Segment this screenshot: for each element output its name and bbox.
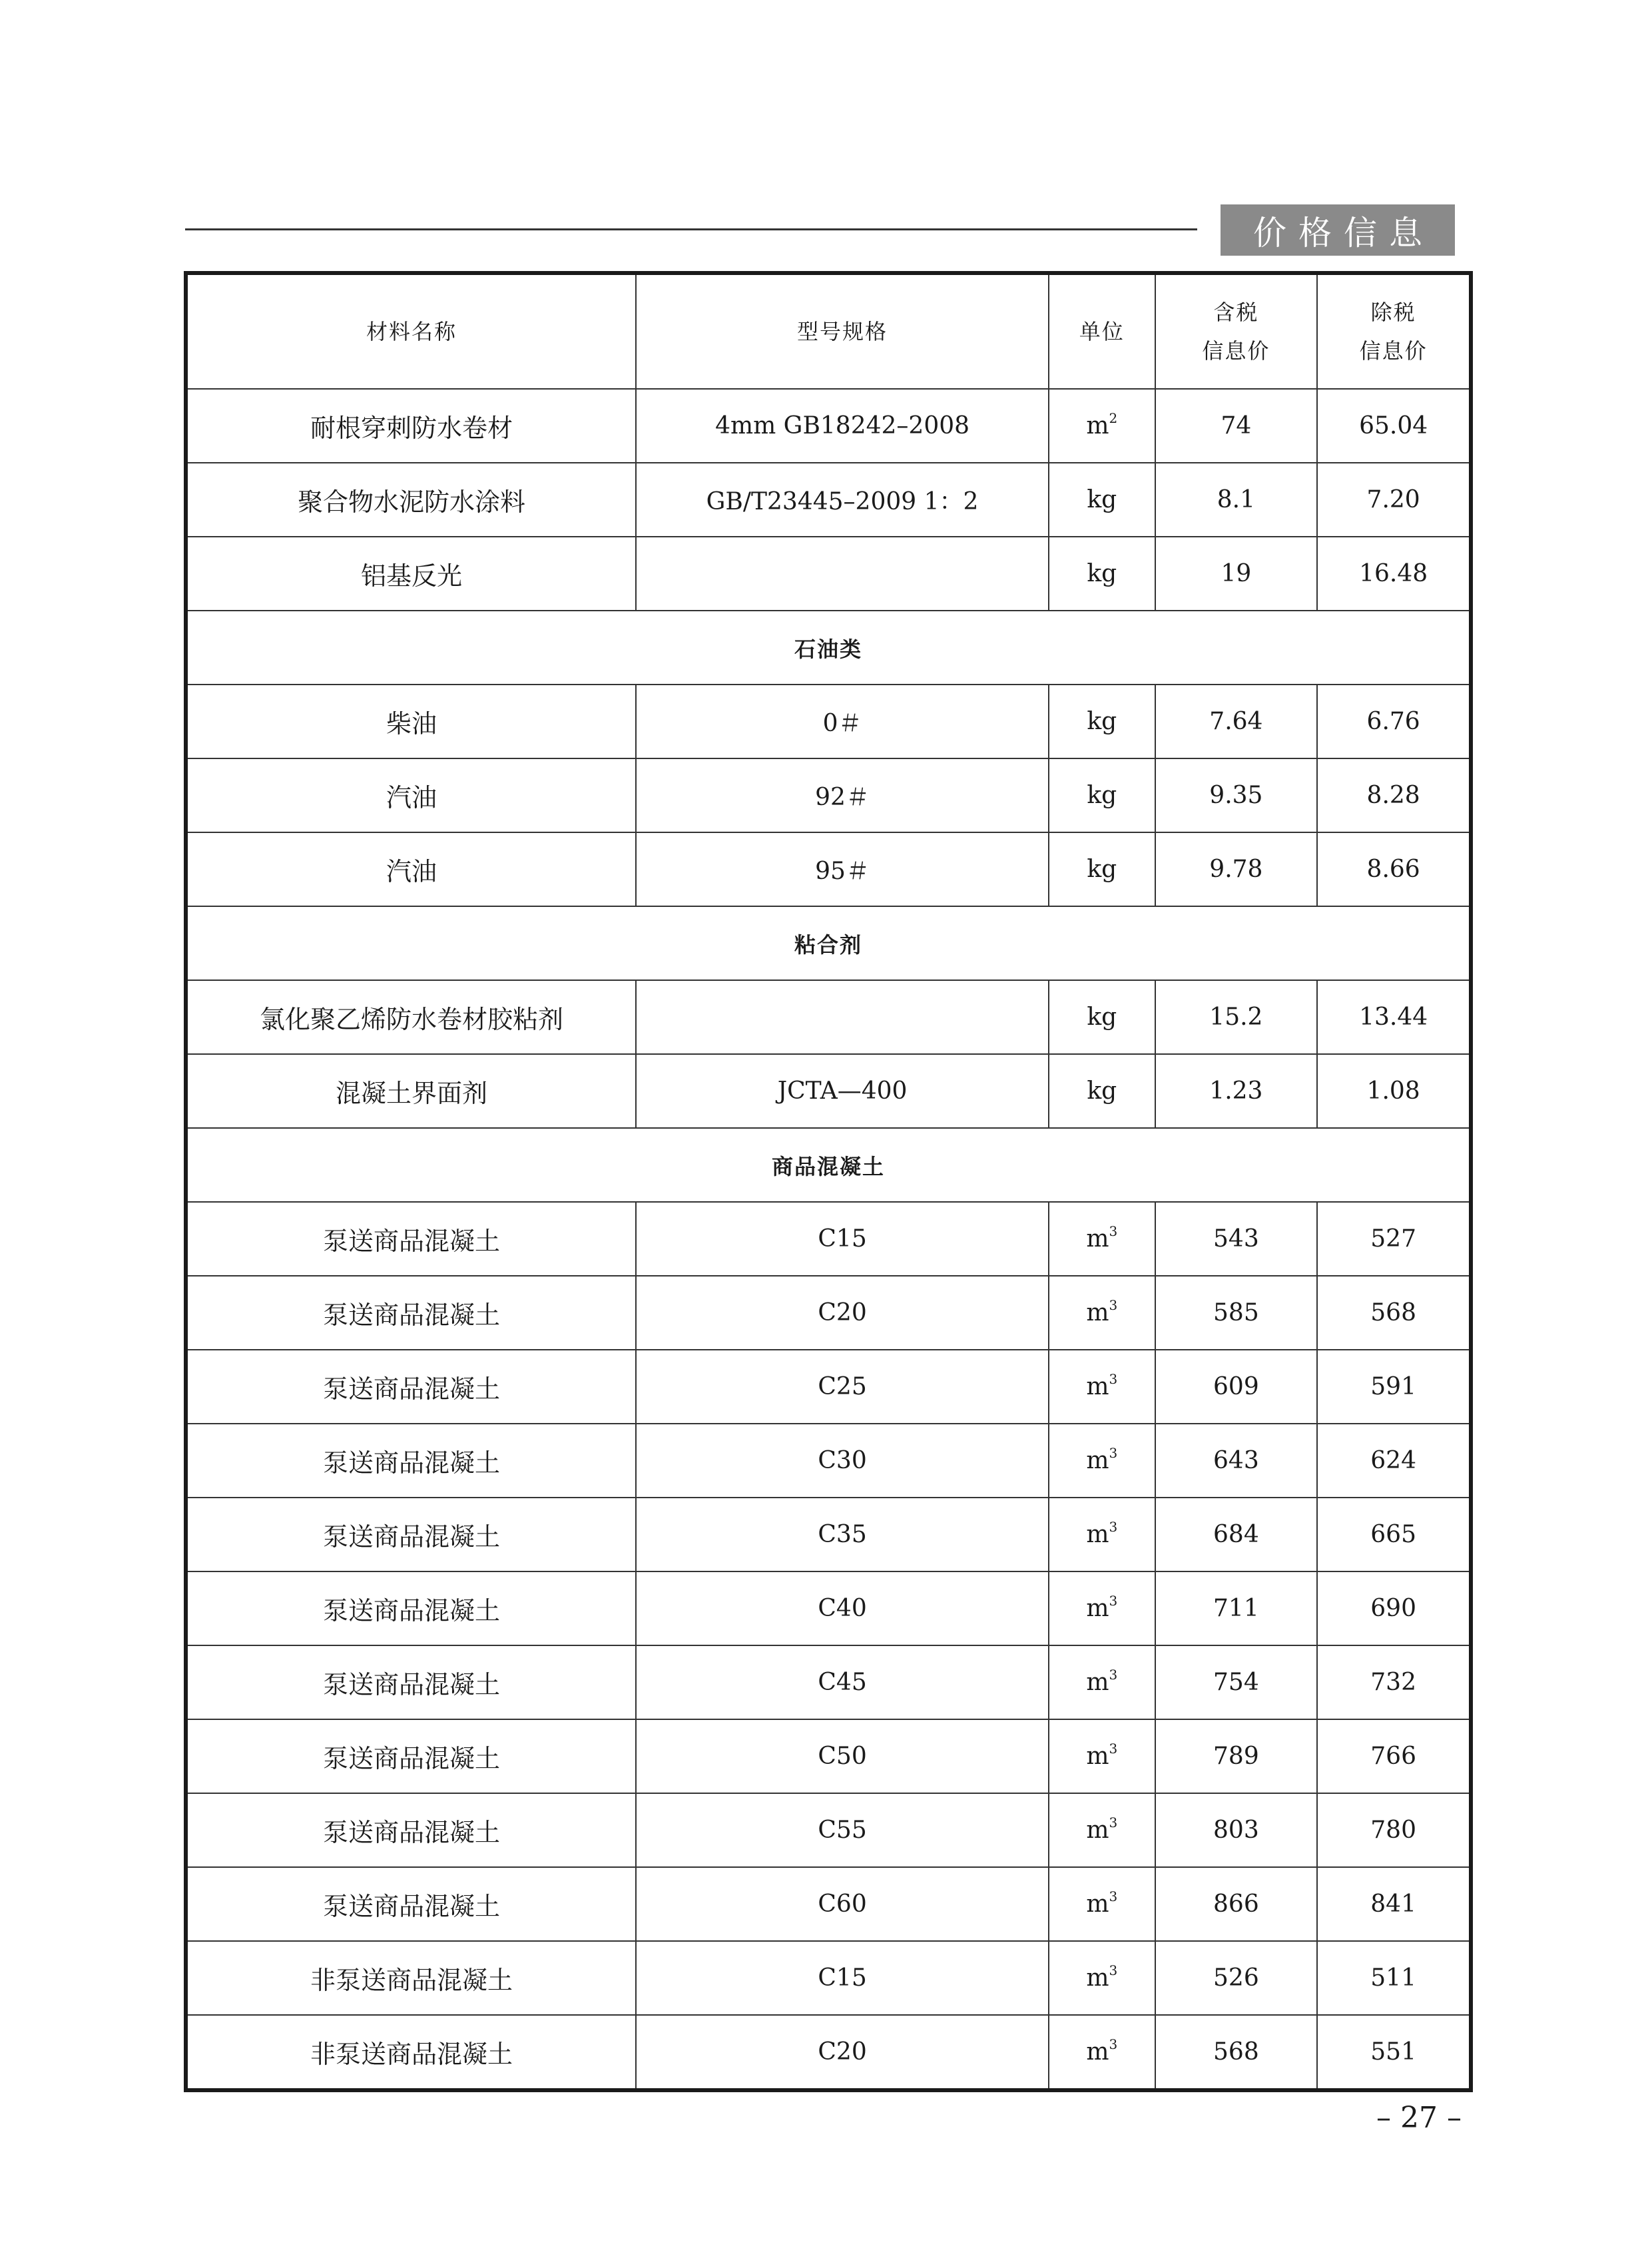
col-header-tax-exclusive-line1: 除税 [1370, 300, 1416, 325]
tax-exclusive-price-cell: 13.44 [1317, 980, 1471, 1054]
tax-exclusive-price-cell: 527 [1317, 1202, 1471, 1276]
unit-text: kg [1087, 1077, 1117, 1105]
unit-cell [1049, 1054, 1155, 1128]
unit-cell [1049, 1867, 1155, 1941]
unit-exponent: 3 [1109, 1815, 1118, 1831]
unit-cell [1049, 537, 1155, 611]
spec-cell: C50 [636, 1719, 1049, 1793]
tax-exclusive-price-cell: 1.08 [1317, 1054, 1471, 1128]
unit-cell [1049, 1571, 1155, 1645]
material-name-cell: 泵送商品混凝土 [186, 1571, 636, 1645]
tax-inclusive-price-cell: 543 [1155, 1202, 1318, 1276]
unit-cell [1049, 1941, 1155, 2015]
material-name-cell: 泵送商品混凝土 [186, 1276, 636, 1350]
unit-text: kg [1087, 1003, 1117, 1031]
unit-cell [1049, 980, 1155, 1054]
unit-text: m [1086, 1669, 1109, 1696]
table-row [186, 758, 1471, 832]
material-name-cell: 泵送商品混凝土 [186, 1719, 636, 1793]
unit-cell [1049, 1793, 1155, 1867]
unit-text: kg [1087, 560, 1117, 587]
unit-cell [1049, 1350, 1155, 1424]
tax-inclusive-price-cell: 1.23 [1155, 1054, 1318, 1128]
spec-cell: C25 [636, 1350, 1049, 1424]
spec-cell: GB/T23445–2009 1：2 [636, 463, 1049, 537]
material-name-cell: 氯化聚乙烯防水卷材胶粘剂 [186, 980, 636, 1054]
unit-text: m [1086, 1817, 1109, 1844]
table-row [186, 685, 1471, 758]
tax-inclusive-price-cell: 684 [1155, 1498, 1318, 1571]
unit-cell [1049, 1719, 1155, 1793]
tax-inclusive-price-cell: 15.2 [1155, 980, 1318, 1054]
spec-cell: C60 [636, 1867, 1049, 1941]
tax-exclusive-price-cell: 511 [1317, 1941, 1471, 2015]
material-name-cell: 泵送商品混凝土 [186, 1867, 636, 1941]
unit-cell [1049, 1645, 1155, 1719]
tax-inclusive-price-cell: 754 [1155, 1645, 1318, 1719]
tax-exclusive-price-cell: 568 [1317, 1276, 1471, 1350]
category-label: 石油类 [186, 611, 1471, 685]
unit-text: m [1086, 1299, 1109, 1326]
unit-text: m [1086, 1964, 1109, 1992]
table-row [186, 1202, 1471, 1276]
col-header-tax-inclusive [1155, 273, 1318, 389]
col-header-tax-inclusive-line2: 信息价 [1202, 338, 1270, 364]
unit-exponent: 2 [1109, 410, 1118, 426]
category-row [186, 1128, 1471, 1202]
table-row [186, 1645, 1471, 1719]
unit-exponent: 3 [1109, 1445, 1118, 1461]
tax-exclusive-price-cell: 780 [1317, 1793, 1471, 1867]
tax-inclusive-price-cell: 526 [1155, 1941, 1318, 2015]
tax-exclusive-price-cell: 65.04 [1317, 389, 1471, 463]
unit-exponent: 3 [1109, 1519, 1118, 1535]
material-name-cell: 泵送商品混凝土 [186, 1498, 636, 1571]
material-name-cell: 非泵送商品混凝土 [186, 1941, 636, 2015]
table-row [186, 832, 1471, 906]
material-name-cell: 汽油 [186, 832, 636, 906]
material-name-cell: 柴油 [186, 685, 636, 758]
spec-cell [636, 537, 1049, 611]
spec-cell: C55 [636, 1793, 1049, 1867]
material-name-cell: 泵送商品混凝土 [186, 1645, 636, 1719]
spec-cell: 0＃ [636, 685, 1049, 758]
unit-exponent: 3 [1109, 1962, 1118, 1978]
table-row [186, 1054, 1471, 1128]
unit-exponent: 3 [1109, 1888, 1118, 1904]
tax-exclusive-price-cell: 8.28 [1317, 758, 1471, 832]
col-header-unit: 单位 [1049, 273, 1155, 389]
tax-exclusive-price-cell: 8.66 [1317, 832, 1471, 906]
tax-inclusive-price-cell: 609 [1155, 1350, 1318, 1424]
tax-inclusive-price-cell: 9.78 [1155, 832, 1318, 906]
tax-exclusive-price-cell: 665 [1317, 1498, 1471, 1571]
table-row [186, 463, 1471, 537]
tax-inclusive-price-cell: 866 [1155, 1867, 1318, 1941]
unit-exponent: 3 [1109, 1667, 1118, 1683]
material-name-cell: 泵送商品混凝土 [186, 1793, 636, 1867]
unit-text: kg [1087, 782, 1117, 809]
unit-cell [1049, 1498, 1155, 1571]
tax-inclusive-price-cell: 643 [1155, 1424, 1318, 1498]
tax-exclusive-price-cell: 841 [1317, 1867, 1471, 1941]
unit-cell [1049, 1424, 1155, 1498]
tax-exclusive-price-cell: 766 [1317, 1719, 1471, 1793]
category-label: 商品混凝土 [186, 1128, 1471, 1202]
material-name-cell: 聚合物水泥防水涂料 [186, 463, 636, 537]
spec-cell: C15 [636, 1941, 1049, 2015]
table-row [186, 2015, 1471, 2090]
tax-exclusive-price-cell: 591 [1317, 1350, 1471, 1424]
col-header-tax-exclusive-line2: 信息价 [1359, 338, 1428, 364]
table-row [186, 980, 1471, 1054]
unit-text: kg [1087, 856, 1117, 883]
tax-exclusive-price-cell: 624 [1317, 1424, 1471, 1498]
table-row [186, 1719, 1471, 1793]
tax-inclusive-price-cell: 9.35 [1155, 758, 1318, 832]
unit-text: kg [1087, 486, 1117, 513]
unit-exponent: 3 [1109, 1371, 1118, 1387]
table-row [186, 1941, 1471, 2015]
col-header-tax-inclusive-line1: 含税 [1213, 300, 1259, 325]
unit-cell [1049, 832, 1155, 906]
category-row [186, 611, 1471, 685]
table-body [186, 389, 1471, 2090]
unit-text: m [1086, 1521, 1109, 1548]
material-name-cell: 泵送商品混凝土 [186, 1202, 636, 1276]
tax-inclusive-price-cell: 789 [1155, 1719, 1318, 1793]
spec-cell: C40 [636, 1571, 1049, 1645]
unit-cell [1049, 758, 1155, 832]
spec-cell: C30 [636, 1424, 1049, 1498]
spec-cell: 92＃ [636, 758, 1049, 832]
table-row [186, 1424, 1471, 1498]
tax-exclusive-price-cell: 6.76 [1317, 685, 1471, 758]
spec-cell [636, 980, 1049, 1054]
unit-cell [1049, 389, 1155, 463]
unit-text: m [1086, 1373, 1109, 1400]
page-number: – 27 – [1376, 2101, 1462, 2135]
unit-text: m [1086, 1447, 1109, 1474]
col-header-tax-exclusive [1317, 273, 1471, 389]
unit-cell [1049, 1202, 1155, 1276]
header-rule [185, 228, 1197, 230]
unit-exponent: 3 [1109, 1741, 1118, 1757]
price-table [184, 271, 1473, 2092]
material-name-cell: 泵送商品混凝土 [186, 1350, 636, 1424]
unit-text: m [1086, 2038, 1109, 2066]
table-row [186, 1276, 1471, 1350]
unit-text: m [1086, 1743, 1109, 1770]
section-title: 价格信息 [1221, 204, 1455, 256]
table-row [186, 537, 1471, 611]
col-header-name: 材料名称 [186, 273, 636, 389]
spec-cell: C20 [636, 1276, 1049, 1350]
table-header-row [186, 273, 1471, 389]
table-row [186, 1350, 1471, 1424]
material-name-cell: 泵送商品混凝土 [186, 1424, 636, 1498]
tax-exclusive-price-cell: 732 [1317, 1645, 1471, 1719]
unit-text: m [1086, 412, 1109, 439]
unit-cell [1049, 1276, 1155, 1350]
unit-exponent: 3 [1109, 2036, 1118, 2052]
spec-cell: 95＃ [636, 832, 1049, 906]
unit-exponent: 3 [1109, 1223, 1118, 1239]
tax-inclusive-price-cell: 19 [1155, 537, 1318, 611]
tax-inclusive-price-cell: 711 [1155, 1571, 1318, 1645]
unit-text: m [1086, 1225, 1109, 1253]
tax-inclusive-price-cell: 803 [1155, 1793, 1318, 1867]
material-name-cell: 耐根穿刺防水卷材 [186, 389, 636, 463]
tax-inclusive-price-cell: 585 [1155, 1276, 1318, 1350]
spec-cell: 4mm GB18242–2008 [636, 389, 1049, 463]
material-name-cell: 铝基反光 [186, 537, 636, 611]
unit-text: kg [1087, 708, 1117, 735]
tax-inclusive-price-cell: 7.64 [1155, 685, 1318, 758]
tax-exclusive-price-cell: 551 [1317, 2015, 1471, 2090]
spec-cell: C15 [636, 1202, 1049, 1276]
unit-exponent: 3 [1109, 1593, 1118, 1609]
category-label: 粘合剂 [186, 906, 1471, 980]
table-row [186, 1793, 1471, 1867]
tax-inclusive-price-cell: 8.1 [1155, 463, 1318, 537]
tax-exclusive-price-cell: 16.48 [1317, 537, 1471, 611]
col-header-spec: 型号规格 [636, 273, 1049, 389]
material-name-cell: 混凝土界面剂 [186, 1054, 636, 1128]
unit-cell [1049, 463, 1155, 537]
tax-inclusive-price-cell: 568 [1155, 2015, 1318, 2090]
unit-text: m [1086, 1890, 1109, 1918]
unit-cell [1049, 2015, 1155, 2090]
tax-inclusive-price-cell: 74 [1155, 389, 1318, 463]
unit-cell [1049, 685, 1155, 758]
unit-exponent: 3 [1109, 1297, 1118, 1313]
material-name-cell: 汽油 [186, 758, 636, 832]
category-row [186, 906, 1471, 980]
spec-cell: C20 [636, 2015, 1049, 2090]
unit-text: m [1086, 1595, 1109, 1622]
table-row [186, 1867, 1471, 1941]
spec-cell: C35 [636, 1498, 1049, 1571]
spec-cell: JCTA—400 [636, 1054, 1049, 1128]
tax-exclusive-price-cell: 7.20 [1317, 463, 1471, 537]
table-row [186, 1498, 1471, 1571]
spec-cell: C45 [636, 1645, 1049, 1719]
tax-exclusive-price-cell: 690 [1317, 1571, 1471, 1645]
table-row [186, 389, 1471, 463]
material-name-cell: 非泵送商品混凝土 [186, 2015, 636, 2090]
table-row [186, 1571, 1471, 1645]
